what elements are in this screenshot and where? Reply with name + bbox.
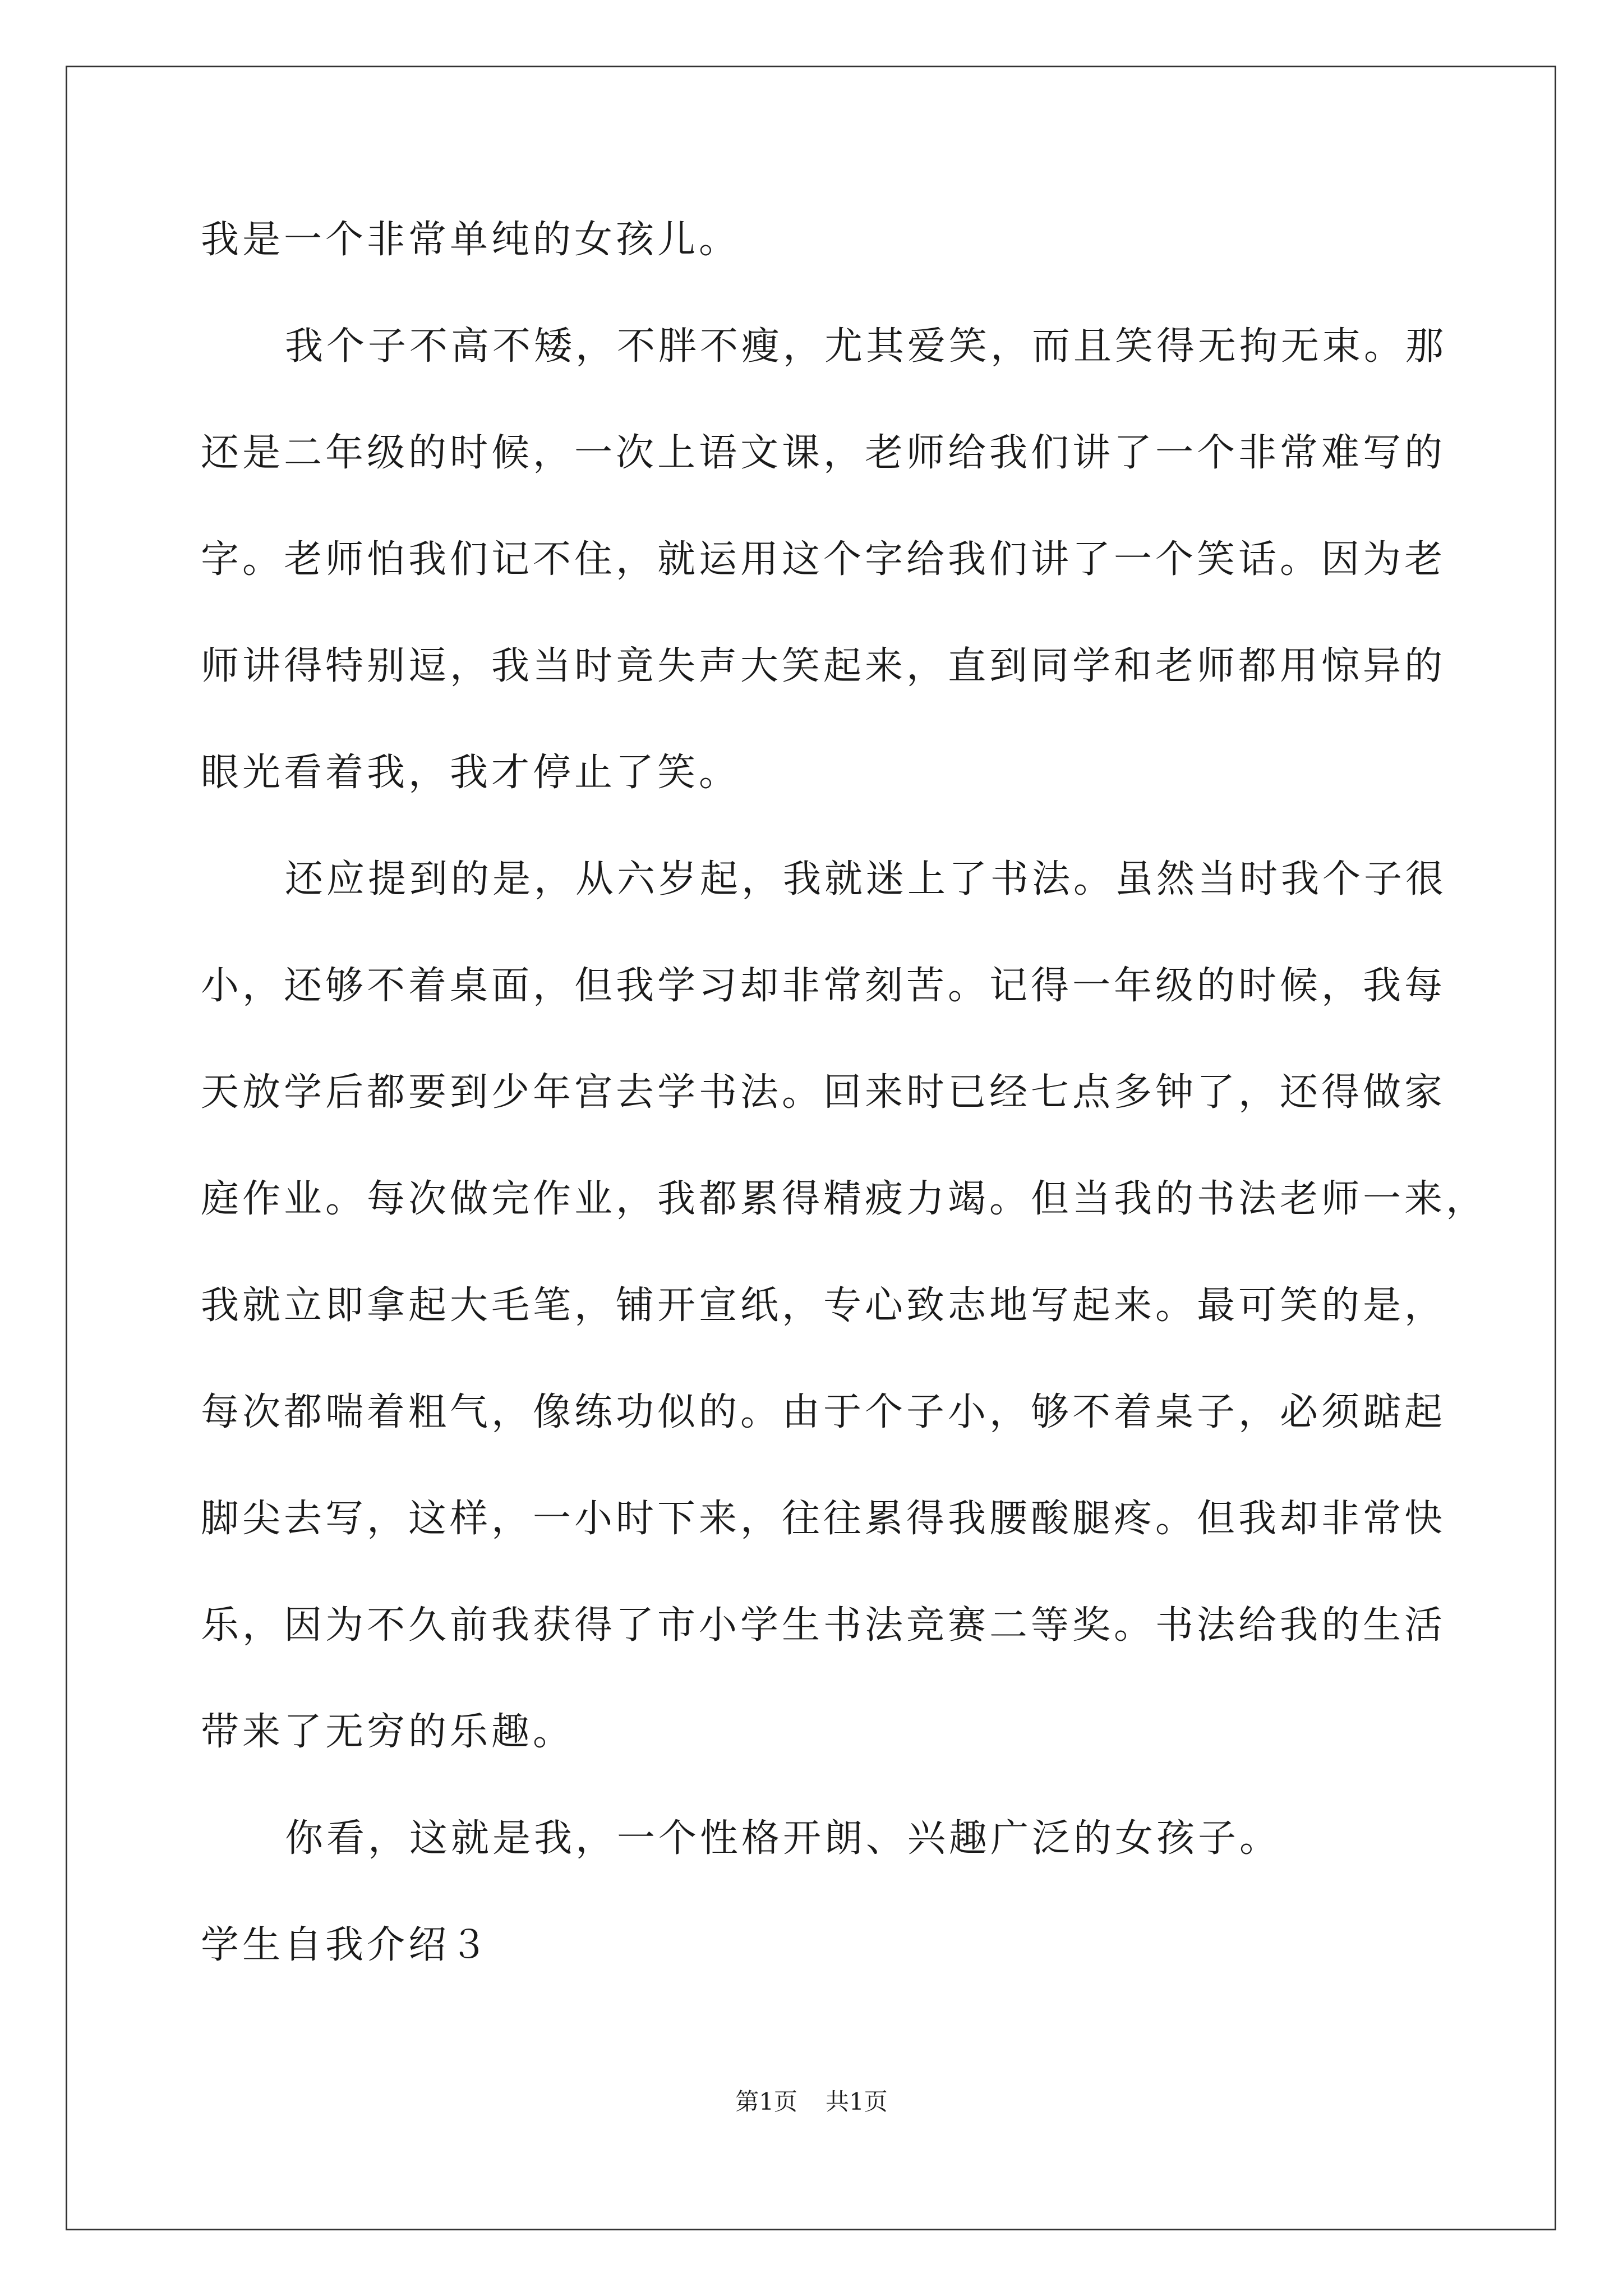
page-footer [0,2088,1623,2116]
paragraph [201,213,1451,266]
page-total: 共1页 [826,2088,888,2115]
text-line: 我个子不高不矮，不胖不瘦，尤其爱笑，而且笑得无拘无束。那 [285,324,1447,369]
text-line: 乐，因为不久前我获得了市小学生书法竞赛二等奖。书法给我的生活 [201,1603,1446,1648]
section-heading [201,1918,1451,1972]
text-line: 脚尖去写，这样，一小时下来，往往累得我腰酸腿疼。但我却非常快 [201,1497,1446,1541]
paragraph [201,1812,1451,1865]
document-body [201,213,1488,1972]
text-line: 还是二年级的时候，一次上语文课，老师给我们讲了一个非常难写的 [201,431,1446,475]
text-line: 小，还够不着桌面，但我学习却非常刻苦。记得一年级的时候，我每 [201,964,1446,1008]
text-line: 带来了无穷的乐趣。 [201,1710,575,1754]
text-line: 庭作业。每次做完作业，我都累得精疲力竭。但当我的书法老师一来， [201,1177,1488,1221]
text-line: 天放学后都要到少年宫去学书法。回来时已经七点多钟了，还得做家 [201,1070,1446,1115]
text-line: 还应提到的是，从六岁起，我就迷上了书法。虽然当时我个子很 [285,857,1447,901]
text-line: 我是一个非常单纯的女孩儿。 [201,218,741,262]
text-line: 字。老师怕我们记不住，就运用这个字给我们讲了一个笑话。因为老 [201,537,1446,582]
text-line: 我就立即拿起大毛笔，铺开宣纸，专心致志地写起来。最可笑的是， [201,1283,1446,1328]
text-line: 每次都喘着粗气，像练功似的。由于个子小，够不着桌子，必须踮起 [201,1390,1446,1434]
text-line: 你看，这就是我，一个性格开朗、兴趣广泛的女孩子。 [285,1816,1281,1861]
text-line: 眼光看着我，我才停止了笑。 [201,751,741,795]
paragraph [201,320,1451,799]
text-line: 师讲得特别逗，我当时竟失声大笑起来，直到同学和老师都用惊异的 [201,644,1446,688]
text-line: 学生自我介绍３ [201,1923,492,1967]
paragraph [201,853,1488,1759]
page-number: 第1页 [735,2088,797,2115]
